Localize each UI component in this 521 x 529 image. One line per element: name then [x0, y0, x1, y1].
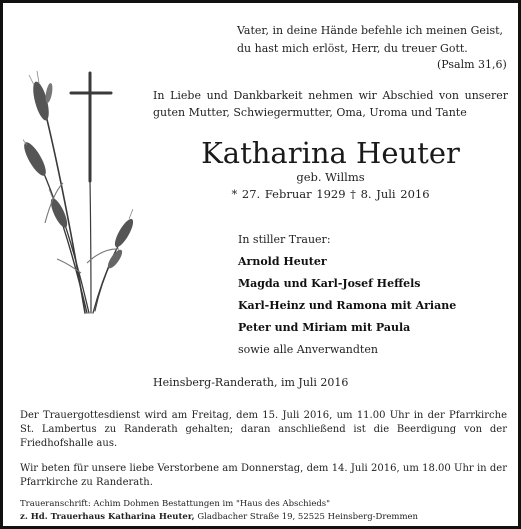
- deceased-name: Katharina Heuter: [201, 136, 460, 170]
- life-dates: * 27. Februar 1929 † 8. Juli 2016: [231, 187, 430, 201]
- mourner-name: Magda und Karl-Josef Heffels: [238, 277, 421, 290]
- cross-with-wheat-icon: [23, 63, 133, 333]
- bible-verse: [237, 22, 507, 58]
- mourners-list: [238, 229, 508, 361]
- birth-name: geb. Willms: [296, 170, 365, 184]
- mourner-name: Karl-Heinz und Ramona mit Ariane: [238, 299, 457, 312]
- verse-reference: (Psalm 31,6): [437, 58, 507, 71]
- verse-line-1: Vater, in deine Hände befehle ich meinen Geist,: [237, 24, 504, 37]
- mourner-name: Peter und Miriam mit Paula: [238, 321, 411, 334]
- address-street: Gladbacher Straße 19, 52525 Heinsberg-Dremmen: [194, 512, 419, 522]
- place-and-date: Heinsberg-Randerath, im Juli 2016: [153, 376, 349, 389]
- mourners-heading: In stiller Trauer:: [238, 233, 331, 246]
- address-line-1: Traueranschrift: Achim Dohmen Bestattungen im "Haus des Abschieds": [20, 499, 331, 509]
- prayer-text: Wir beten für unsere liebe Verstorbene am Donnerstag, dem 14. Juli 2016, um 18.00 Uhr in der Pfarrkirche zu Randerath.: [20, 463, 507, 488]
- intro-text: In Liebe und Dankbarkeit nehmen wir Abschied von unserer guten Mutter, Schwiegermutter, Oma, Uroma und Tante: [153, 89, 508, 119]
- funeral-service-text: Der Trauergottesdienst wird am Freitag, dem 15. Juli 2016, um 11.00 Uhr in der Pfarrkirche St. Lambertus zu Randerath gehalten; daran anschließend ist die Beerdigung von der Friedhofshalle aus.: [20, 410, 507, 449]
- address-line-2: [20, 511, 510, 524]
- mourners-closing: sowie alle Anverwandten: [238, 343, 378, 356]
- address-recipient: z. Hd. Trauerhaus Katharina Heuter,: [20, 512, 195, 522]
- mourning-address: [20, 498, 510, 524]
- mourner-name: Arnold Heuter: [238, 255, 327, 268]
- verse-line-2: du hast mich erlöst, Herr, du treuer Gott.: [237, 42, 468, 55]
